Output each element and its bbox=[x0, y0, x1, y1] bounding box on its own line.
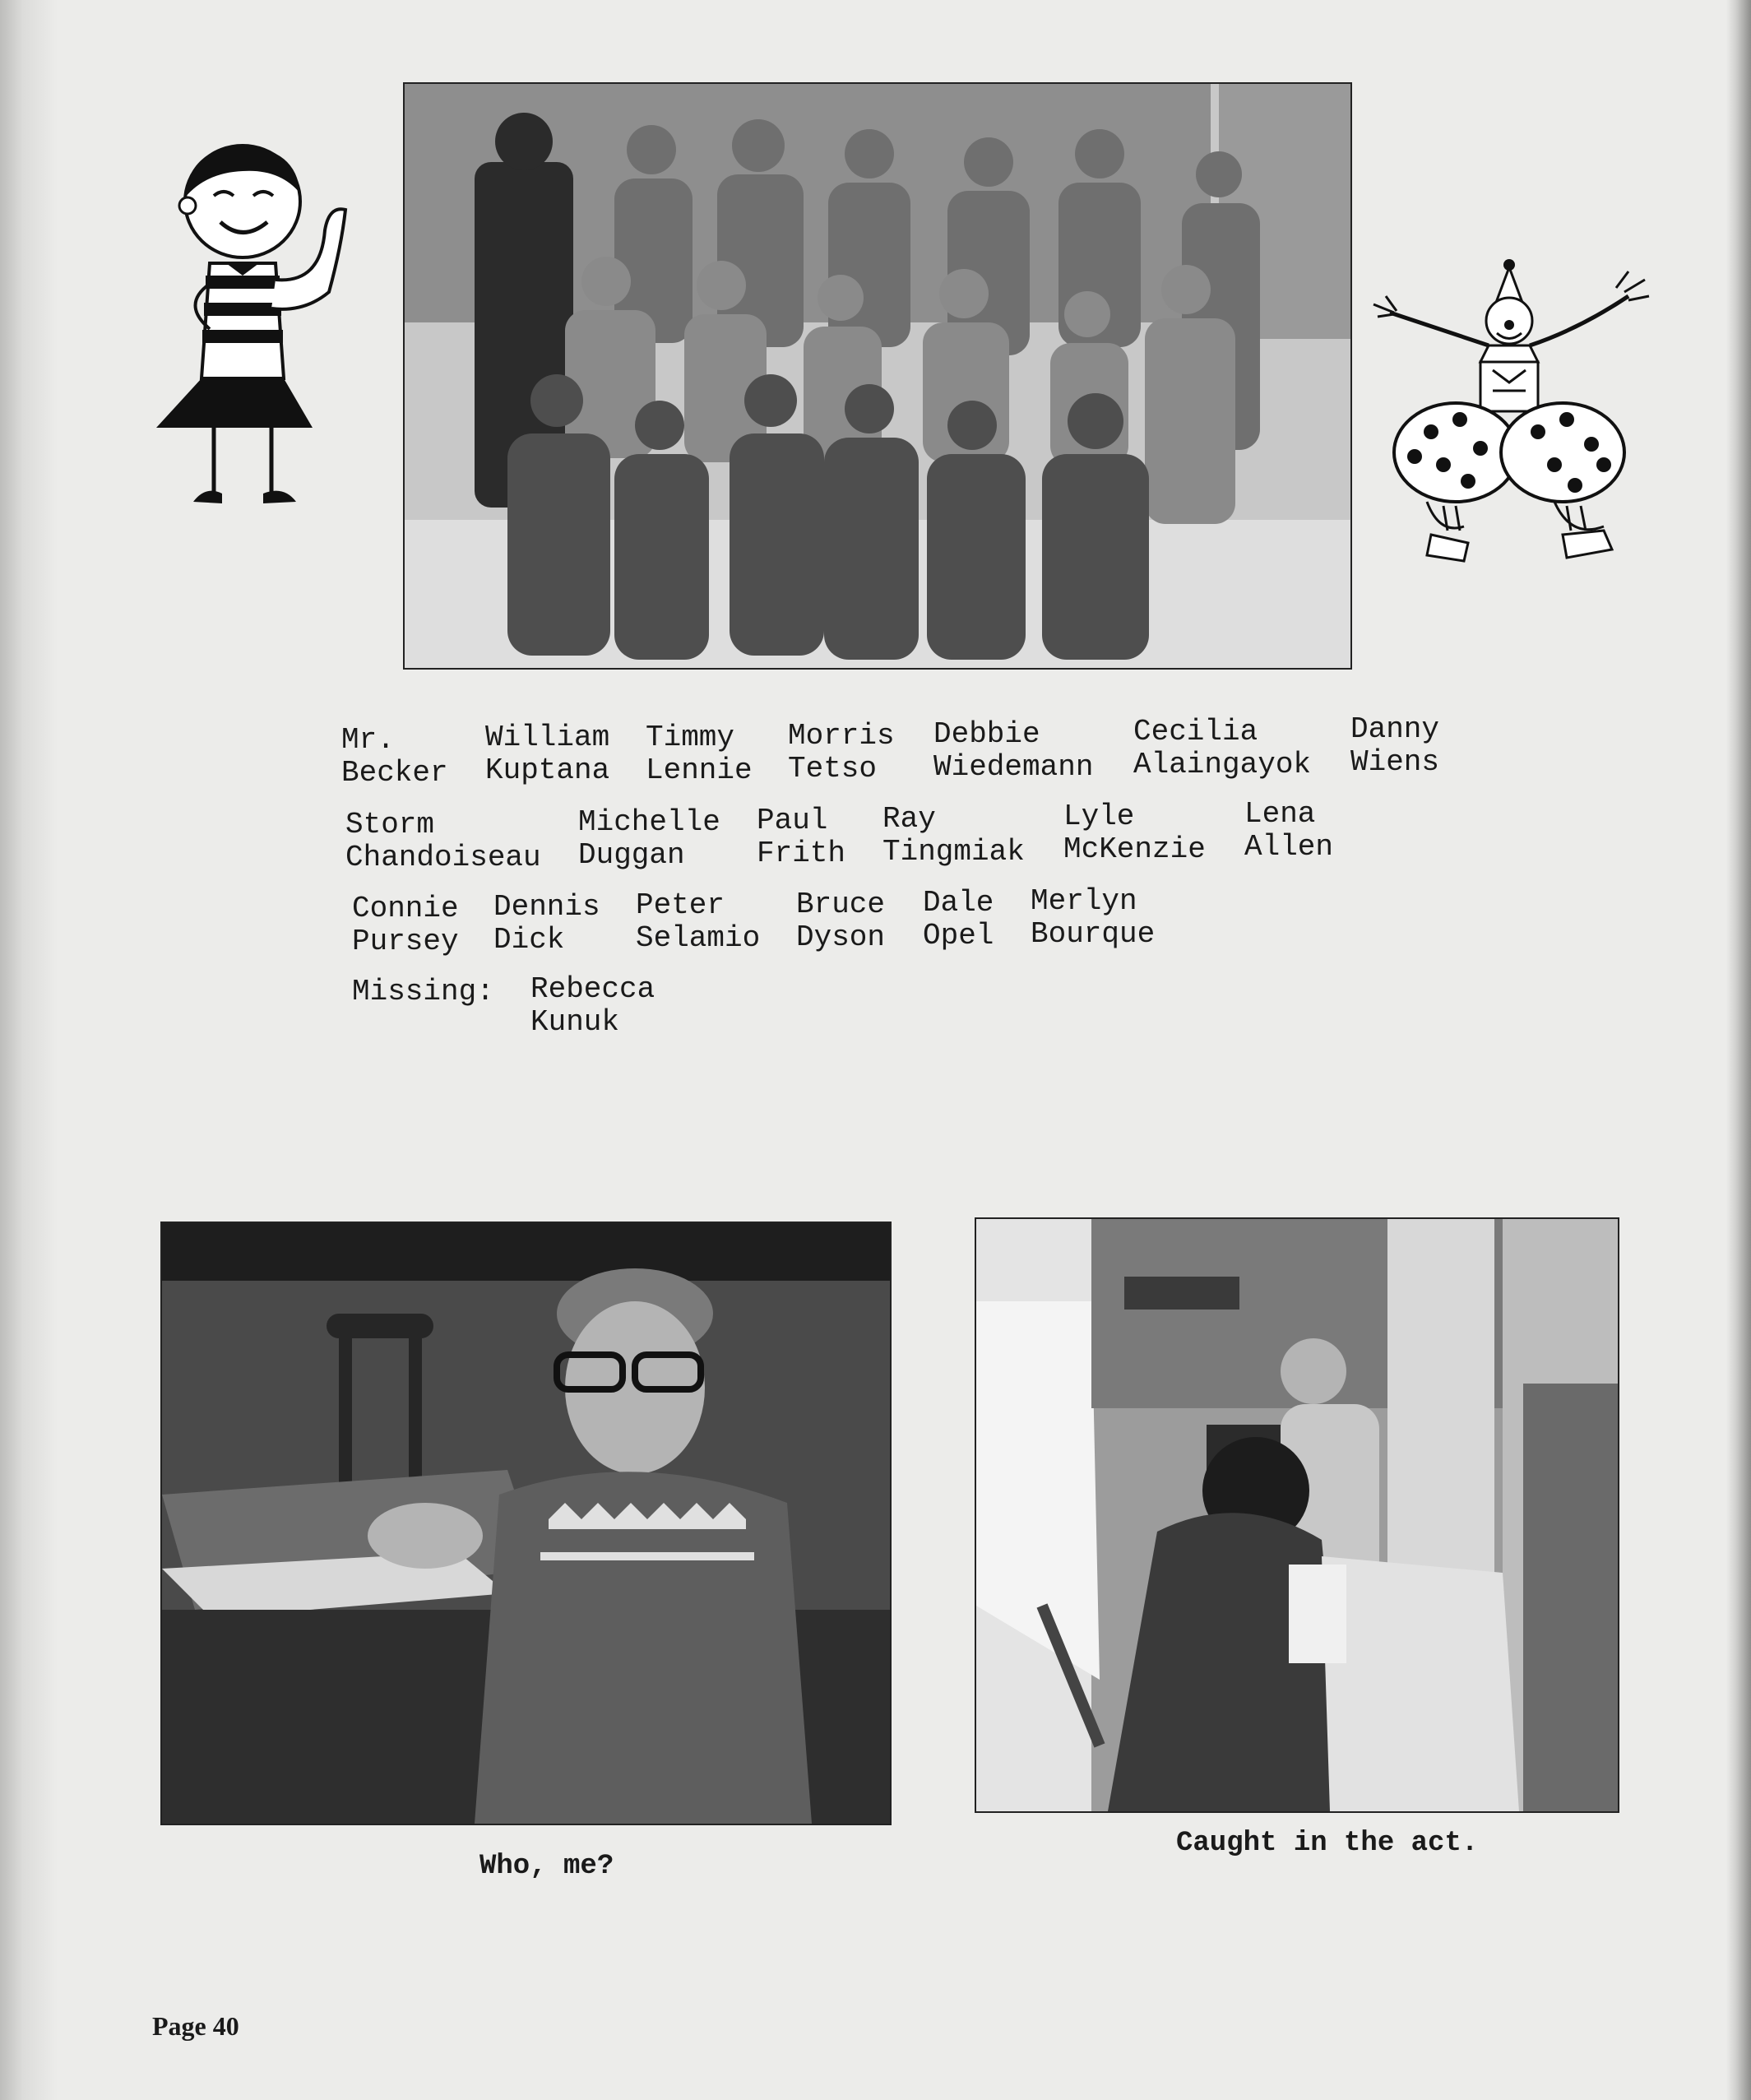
name-entry: Danny Wiens bbox=[1350, 712, 1440, 779]
class-group-photo bbox=[403, 82, 1352, 670]
name-entry: William Kuptana bbox=[485, 721, 610, 787]
name-entry: Lyle McKenzie bbox=[1063, 800, 1206, 866]
name-entry: Merlyn Bourque bbox=[1031, 884, 1156, 951]
name-entry: Storm Chandoiseau bbox=[345, 808, 541, 874]
name-entry: Peter Selamio bbox=[636, 888, 761, 955]
name-entry: Paul Frith bbox=[757, 804, 846, 870]
name-entry: Cecilia Alaingayok bbox=[1133, 715, 1312, 781]
page-edge-right bbox=[1726, 0, 1751, 2100]
name-entry: Morris Tetso bbox=[788, 719, 895, 786]
name-entry: Lena Allen bbox=[1244, 797, 1334, 864]
caption-who-me: Who, me? bbox=[479, 1851, 614, 1882]
name-entry: Dale Opel bbox=[923, 886, 994, 953]
name-entry: Michelle Duggan bbox=[578, 805, 720, 872]
page-number: Page 40 bbox=[152, 2011, 239, 2041]
name-entry: Rebecca Kunuk bbox=[530, 972, 655, 1039]
name-entry: Dennis Dick bbox=[493, 890, 600, 957]
name-entry: Ray Tingmiak bbox=[882, 802, 1025, 869]
name-entry: Timmy Lennie bbox=[646, 721, 753, 787]
page-edge-left bbox=[0, 0, 58, 2100]
flexing-boy-cartoon-icon bbox=[148, 140, 354, 518]
jumping-clown-icon bbox=[1365, 255, 1653, 568]
name-entry: Bruce Dyson bbox=[796, 888, 886, 954]
boys-with-box-photo bbox=[975, 1217, 1619, 1813]
name-entry: Connie Pursey bbox=[352, 892, 459, 958]
name-entry: Debbie Wiedemann bbox=[933, 717, 1094, 784]
name-entry: Mr. Becker bbox=[341, 723, 448, 790]
caption-caught-in-the-act: Caught in the act. bbox=[1176, 1828, 1479, 1859]
student-reading-photo bbox=[160, 1222, 892, 1825]
missing-label: Missing: bbox=[352, 975, 494, 1008]
